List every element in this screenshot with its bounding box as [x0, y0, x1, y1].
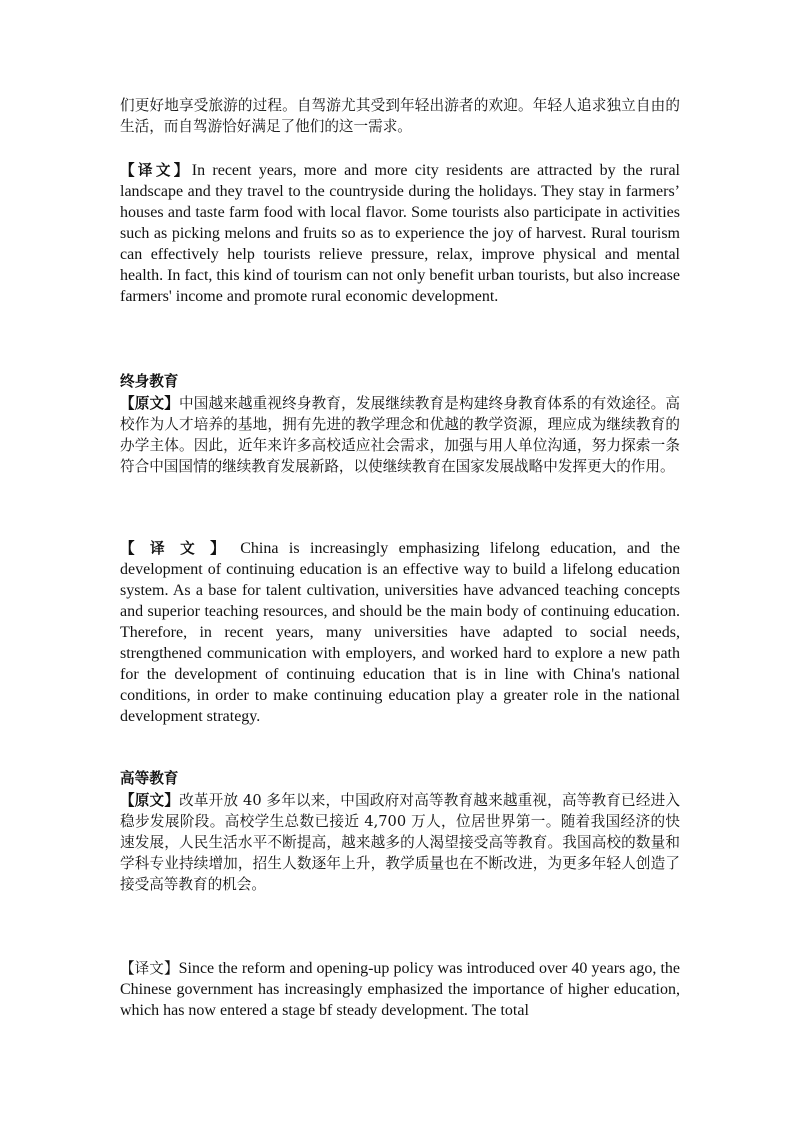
original-text: 改革开放 40 多年以来，中国政府对高等教育越来越重视，高等教育已经进入稳步发展阶段。高校学生总数已接近 4,700 万人，位居世界第一。随着我国经济的快速发展，人民生活水平不断提高，越来越多的人渴望接受高等教育。我国高校的数量和学科专业持续增加，招生人数逐年上升，教学质量也在不断改进，为更多年轻人创造了接受高等教育的机会。 — [120, 792, 680, 893]
original-tag: 【原文】 — [120, 395, 179, 412]
translation-tag: 【译文】 — [120, 960, 179, 977]
lifelong-education-translation — [120, 538, 680, 727]
lifelong-education-original — [120, 393, 680, 477]
translation-text: In recent years, more and more city residents are attracted by the rural landscape and they travel to the countryside during the holidays. They stay in farmers’ houses and taste farm food with local flavor. Some tourists also participate in activities such as picking melons and fruits so as to experience the joy of harvest. Rural tourism can effectively help tourists relieve pressure, relax, improve physical and mental health. In fact, this kind of tourism can not only benefit urban tourists, but also increase farmers' income and promote rural economic development. — [120, 162, 680, 305]
higher-education-heading: 高等教育 — [120, 770, 179, 787]
higher-education-translation — [120, 958, 680, 1021]
translation-text: Since the reform and opening-up policy was introduced over 40 years ago, the Chinese government has increasingly emphasized the importance of higher education, which has now entered a stage bf steady development. The total — [120, 960, 680, 1019]
translation-tag: 【译文】 — [120, 162, 192, 179]
original-tag: 【原文】 — [120, 792, 180, 809]
rural-tourism-original-tail: 们更好地享受旅游的过程。自驾游尤其受到年轻出游者的欢迎。年轻人追求独立自由的生活，而自驾游恰好满足了他们的这一需求。 — [120, 97, 680, 135]
translation-text: China is increasingly emphasizing lifelong education, and the development of continuing education is an effective way to build a lifelong education system. As a base for talent cultivation, universities have advanced teaching concepts and superior teaching resources, and should be the main body of continuing education. Therefore, in recent years, many universities have adapted to social needs, strengthened communication with employers, and worked hard to explore a new path for the development of continuing education that is in line with China's national conditions, in order to make continuing education play a greater role in the national development strategy. — [120, 540, 680, 725]
rural-tourism-translation — [120, 160, 680, 307]
translation-tag: 【译文】 — [120, 540, 241, 557]
higher-education-original — [120, 790, 680, 895]
lifelong-education-heading: 终身教育 — [120, 373, 179, 390]
original-text: 中国越来越重视终身教育，发展继续教育是构建终身教育体系的有效途径。高校作为人才培养的基地，拥有先进的教学理念和优越的教学资源，理应成为继续教育的办学主体。因此，近年来许多高校适应社会需求，加强与用人单位沟通，努力探索一条符合中国国情的继续教育发展新路，以使继续教育在国家发展战略中发挥更大的作用。 — [120, 395, 680, 475]
